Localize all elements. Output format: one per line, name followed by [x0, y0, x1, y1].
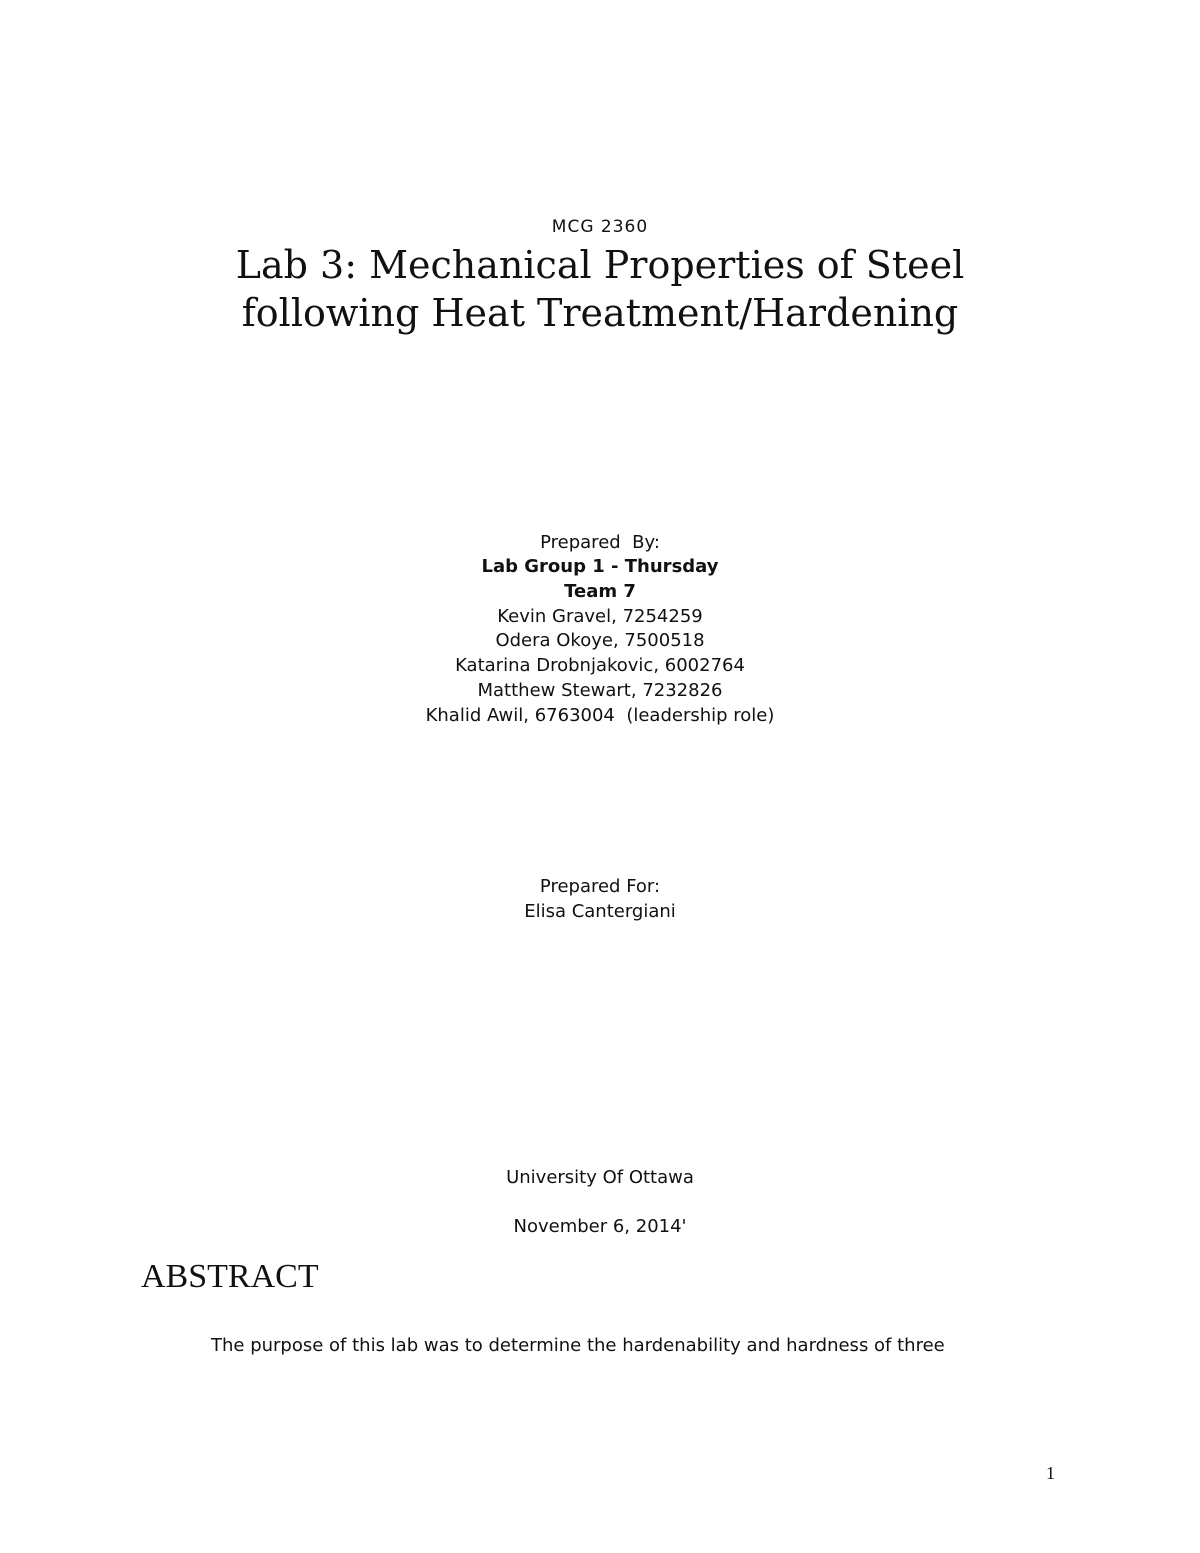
abstract-heading: ABSTRACT — [141, 1258, 319, 1295]
report-title-line-2: following Heat Treatment/Hardening — [241, 291, 959, 335]
page-number: 1 — [1046, 1463, 1055, 1483]
university-name: University Of Ottawa — [506, 1167, 694, 1188]
lab-group: Lab Group 1 - Thursday — [481, 556, 719, 577]
course-code: MCG 2360 — [551, 217, 649, 237]
team-member: Katarina Drobnjakovic, 6002764 — [455, 655, 745, 677]
abstract-text: The purpose of this lab was to determine the hardenability and hardness of three — [211, 1335, 945, 1356]
team-member: Khalid Awil, 6763004 (leadership role) — [425, 704, 775, 726]
report-title-line-1: Lab 3: Mechanical Properties of Steel — [235, 243, 965, 287]
team-member: Kevin Gravel, 7254259 — [497, 605, 703, 627]
prepared-by-label: Prepared By: — [540, 532, 660, 553]
report-date: November 6, 2014' — [513, 1216, 687, 1237]
team-member: Odera Okoye, 7500518 — [495, 630, 705, 652]
author-block — [0, 555, 1200, 729]
prepared-for-name: Elisa Cantergiani — [524, 901, 676, 922]
team-member: Matthew Stewart, 7232826 — [477, 679, 723, 701]
prepared-for-label: Prepared For: — [539, 876, 661, 897]
team-name: Team 7 — [564, 580, 636, 602]
